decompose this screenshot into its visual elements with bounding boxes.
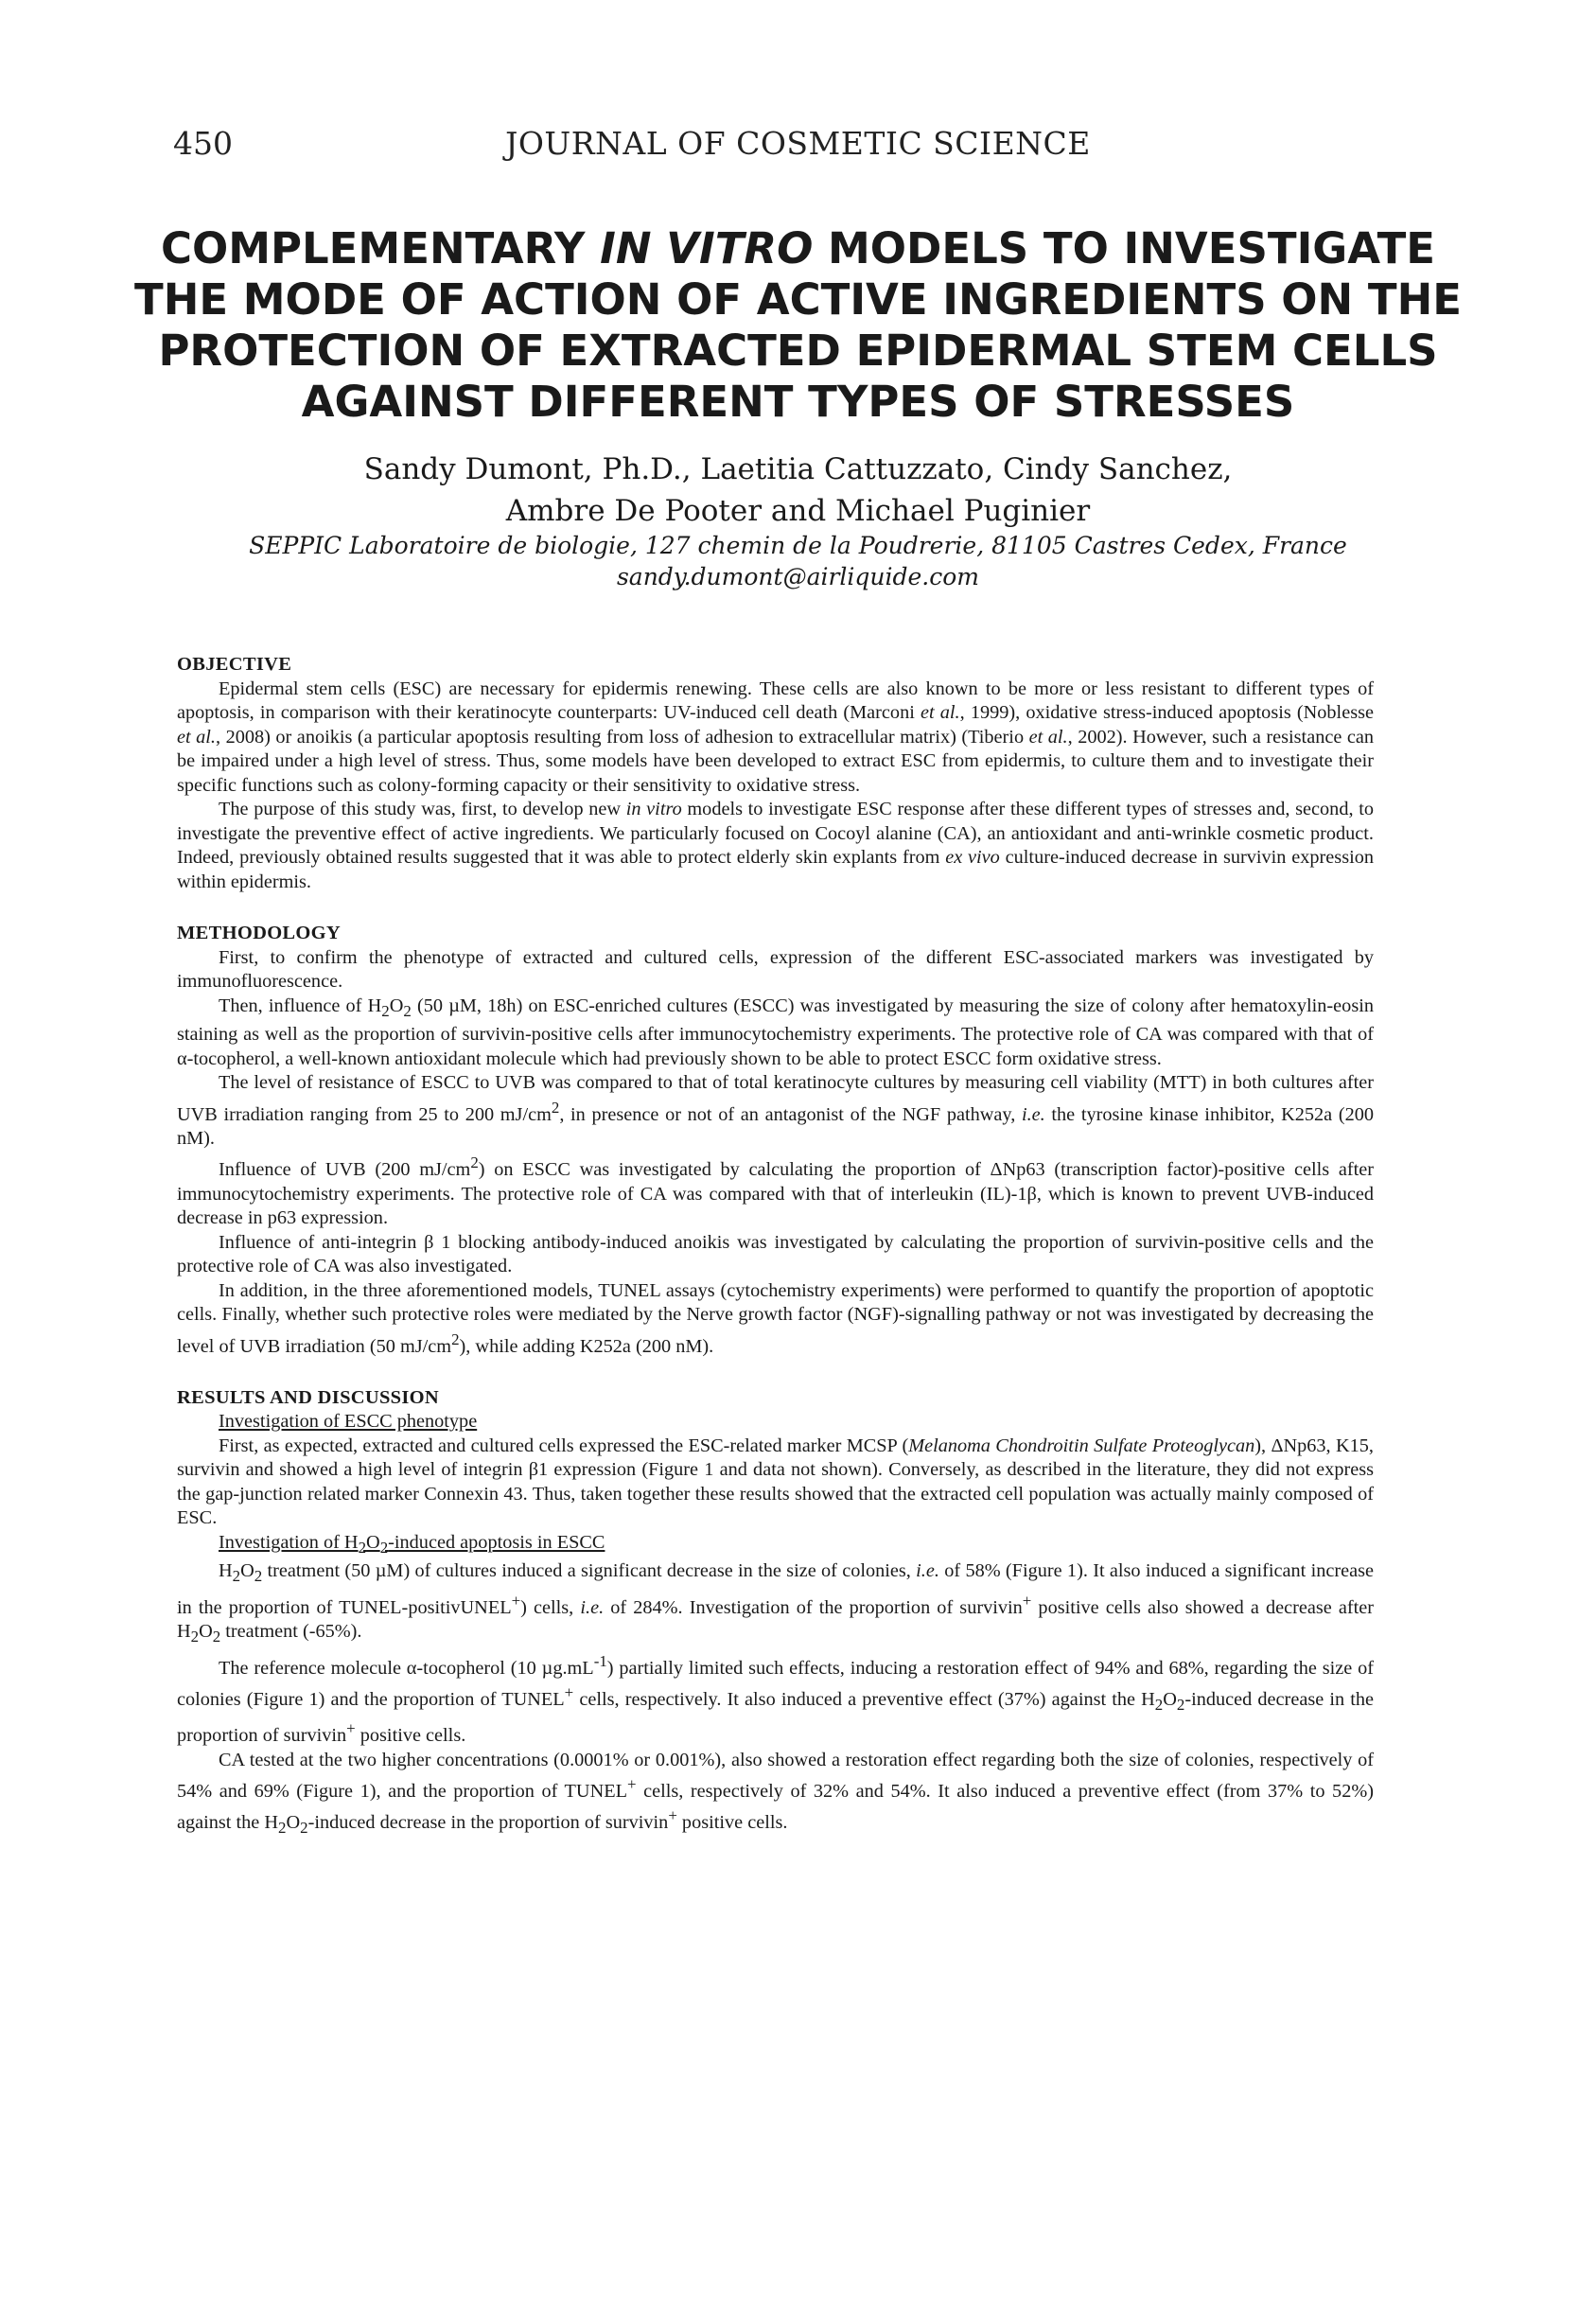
journal-title: JOURNAL OF COSMETIC SCIENCE [505,125,1091,162]
title-line-3: PROTECTION OF EXTRACTED EPIDERMAL STEM CELLS [158,326,1438,376]
paragraph: First, as expected, extracted and cultured cells expressed the ESC-related marker MCSP (Melanoma Chondroitin Sulfate Proteoglycan), ΔNp63, K15, survivin and showed a high level of integrin β1 expression (Figure 1 and data not shown). Conversely, as described in the literature, they did not express the gap-junction related marker Connexin 43. Thus, taken together these results showed that the extracted cell population was actually mainly composed of ESC. [177,1435,1374,1529]
affiliation-address: SEPPIC Laboratoire de biologie, 127 chemin de la Poudrerie, 81105 Castres Cedex, France [249,532,1347,559]
section-heading: RESULTS AND DISCUSSION [177,1386,440,1408]
paragraph: The purpose of this study was, first, to develop new in vitro models to investigate ESC response after these different types of stresses and, second, to investigate the preventive effect of active ingredients. We particularly focused on Cocoyl alanine (CA), an antioxidant and anti-wrinkle cosmetic product. Indeed, previously obtained results suggested that it was able to protect elderly skin explants from ex vivo culture-induced decrease in survivin expression within epidermis. [177,799,1374,892]
paragraph: The level of resistance of ESCC to UVB was compared to that of total keratinocyte cultures by measuring cell viability (MTT) in both cultures after UVB irradiation ranging from 25 to 200 $mJ/cm^2$, in presence or not of an antagonist of the NGF pathway, i.e. the tyrosine kinase inhibitor, K252a (200 nM). [177,1072,1374,1149]
authors-line-2: Ambre De Pooter and Michael Puginier [505,494,1091,528]
paragraph: $H_2O_2$ treatment (50 µM) of cultures induced a significant decrease in the size of colonies, i.e. of 58% (Figure 1). It also induced a significant increase in the proportion of TUNEL-positivUNEL+) cells, i.e. of 284%. Investigation of the proportion of survivin+ positive cells also showed a decrease after $H_2O_2$ treatment (-65%). [177,1560,1375,1646]
paragraph: Influence of UVB (200 $mJ/cm^2$) on ESCC was investigated by calculating the proportion of ΔNp63 (transcription factor)-positive cells after immunocytochemistry experiments. The protective role of CA was compared with that of interleukin (IL)-1β, which is known to prevent UVB-induced decrease in p63 expression. [177,1153,1374,1229]
subsection-heading: Investigation of $H_2O_2$-induced apoptosis in ESCC [219,1531,605,1557]
section-results [177,1386,1374,1840]
paragraph: The reference molecule α-tocopherol (10 $\mu g.mL^{-1}$) partially limited such effects, inducing a restoration effect of 94% and 68%, regarding the size of colonies (Figure 1) and the proportion of TUNEL+ cells, respectively. It also induced a preventive effect (37%) against the $H_2O_2$-induced decrease in the proportion of survivin+ positive cells. [177,1651,1374,1747]
title-line-4: AGAINST DIFFERENT TYPES OF STRESSES [301,377,1295,427]
paragraph: First, to confirm the phenotype of extracted and cultured cells, expression of the different ESC-associated markers was investigated by immunofluorescence. [177,946,1374,992]
paragraph: In addition, in the three aforementioned models, TUNEL assays (cytochemistry experiments) were performed to quantify the proportion of apoptotic cells. Finally, whether such protective roles were mediated by the Nerve growth factor (NGF)-signalling pathway or not was investigated by decreasing the level of UVB irradiation (50 $mJ/cm^2$), while adding K252a (200 nM). [177,1279,1374,1357]
page-number: 450 [173,125,233,162]
author-email: sandy.dumont@airliquide.com [616,563,980,590]
paragraph: Then, influence of $H_2O_2$ (50 µM, 18h) on ESC-enriched cultures (ESCC) was investigated by measuring the size of colony after hematoxylin-eosin staining as well as the proportion of survivin-positive cells after immunocytochemistry experiments. The protective role of CA was compared with that of α-tocopherol, a well-known antioxidant molecule which had previously shown to be able to protect ESCC form oxidative stress. [177,995,1374,1069]
section-heading: METHODOLOGY [177,923,342,943]
paragraph: CA tested at the two higher concentrations (0.0001% or 0.001%), also showed a restoration effect regarding both the size of colonies, respectively of 54% and 69% (Figure 1), and the proportion of TUNEL+ cells, respectively of 32% and 54%. It also induced a preventive effect (from 37% to 52%) against the $H_2O_2$-induced decrease in the proportion of survivin+ positive cells. [177,1749,1374,1838]
section-heading: OBJECTIVE [177,654,292,675]
section-objective [177,653,1374,894]
affiliation [132,530,1464,592]
paragraph: Influence of anti-integrin β 1 blocking antibody-induced anoikis was investigated by calculating the proportion of survivin-positive cells and the protective role of CA was also investigated. [177,1231,1374,1277]
article-title [132,223,1464,428]
title-line-1: COMPLEMENTARY IN VITRO MODELS TO INVESTIGATE [160,223,1436,273]
author-list [132,449,1464,532]
paragraph: Epidermal stem cells (ESC) are necessary for epidermis renewing. These cells are also known to be more or less resistant to different types of apoptosis, in comparison with their keratinocyte counterparts: UV-induced cell death (Marconi et al., 1999), oxidative stress-induced apoptosis (Noblesse et al., 2008) or anoikis (a particular apoptosis resulting from loss of adhesion to extracellular matrix) (Tiberio et al., 2002). However, such a resistance can be impaired under a high level of stress. Thus, some models have been developed to extract ESC from epidermis, to culture them and to investigate their specific functions such as colony-forming capacity or their sensitivity to oxidative stress. [177,678,1374,796]
running-head [0,125,1596,168]
article-body [177,653,1374,1868]
title-italic-term: IN VITRO [600,223,814,273]
section-methodology [177,922,1374,1359]
subsection-heading: Investigation of ESCC phenotype [219,1411,478,1433]
authors-line-1: Sandy Dumont, Ph.D., Laetitia Cattuzzato, Cindy Sanchez, [363,452,1233,486]
title-line-2: THE MODE OF ACTION OF ACTIVE INGREDIENTS ON THE [134,274,1462,325]
